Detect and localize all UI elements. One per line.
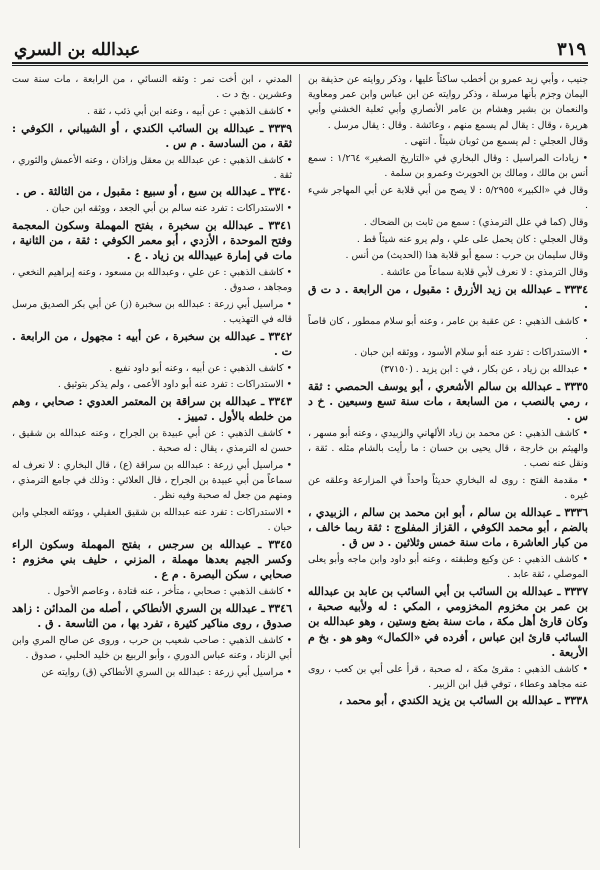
entry-heading: ٣٣٣٤ ـ عبدالله بن زيد الأزرق : مقبول ، من الرابعة . د ت ق . [308,282,588,311]
entry-heading: ٣٣٤٢ ـ عبدالله بن سخبرة ، عن أبيه : مجهول ، من الرابعة . ت . [12,329,292,358]
entry-text: وقال في «الكبير» ٥/٢٩٥٥ : لا يصح من أبي قلابة عن أبي المهاجر شيء . [308,184,588,212]
entry-heading: ٣٣٤١ ـ عبدالله بن سخبرة ، بفتح المهملة وسكون المعجمة وفتح الموحدة ، الأزدي ، أبو معمر الكوفي : ثقة ، من الثانية ، مات في إمارة عبيدالله بن زياد . ع . [12,218,292,263]
entry-text: المدني ، ابن أخت نمر : وثقه النسائي ، من الرابعة ، مات سنة ست وعشرين . بخ د ت . [12,74,292,101]
entry-text: • زيادات المراسيل : وقال البخاري في «التاريخ الصغير» ١/٢٦٤ : سمع أنس بن مالك ، ومالك بن الحويرث وعمرو بن سلمة . [308,153,588,180]
entry-text: • كاشف الذهبي : صحابي ، متأخر ، عنه قتادة ، وعاصم الأحول . [47,586,292,597]
right-column [308,72,588,856]
entry-heading: ٣٣٤٦ ـ عبدالله بن السري الأنطاكي ، أصله من المدائن : زاهد صدوق ، روى مناكير كثيرة ، تفرد بها ، من التاسعة . ق . [12,601,292,630]
header-rule-thin [12,65,588,66]
entry-text: • كاشف الذهبي : عن عبدالله بن معقل وزاذان ، وعنه الأعمش والثوري ، ثقة . [12,154,292,181]
entry-text: وقال الترمذي : لا نعرف لأبي قلابة سماعاً من عائشة . [380,266,588,278]
entry-text: • الاستدراكات : تفرد عنه سالم بن أبي الجعد ، ووثقه ابن حبان . [45,203,292,215]
page-number: ٣١٩ [556,39,586,60]
entry-text: • كاشف الذهبي : عن أبيه ، وعنه ابن أبي ذئب ، ثقة . [87,105,292,117]
entry-text: جنيب ، وأبي زيد عمرو بن أخطب ساكتاً عليها ، وذكر روايته عن حذيفة بن اليمان وجزم بأنها مرسلة ، وذكر روايته عن ابن عباس وابن عمر ومعاوية والنعمان بن بشير وهشام بن عامر الأنصاري وأبي ثعلبة الخشني وأبي هريرة ، وقال : يقال لم يسمع منهم ، وعائشة . وقال : يقال مرسل . [308,74,588,131]
header-rule [12,62,588,64]
entry-heading: ٣٣٣٥ ـ عبدالله بن سالم الأشعري ، أبو يوسف الحمصي : ثقة ، رمي بالنصب ، من السابعة ، مات سنة تسع وسبعين . خ د س . [308,379,588,424]
entry-text: • عبدالله بن زياد ، عن بكار ، في : ابن يزيد . (٣٧١٥٠) [380,364,588,376]
entry-heading: ٣٣٣٩ ـ عبدالله بن السائب الكندي ، أو الشيباني ، الكوفي : ثقة ، من السادسة . م س . [12,121,292,150]
entry-heading: ٣٣٣٧ ـ عبدالله بن السائب بن أبي السائب بن عابد بن عبدالله بن عمر بن مخزوم المخزومي ، المكي : له ولأبيه صحبة ، وكان قارئ أهل مكة ، مات سنة بضع وستين ، وهو عبدالله بن السائب قارئ ابن عباس ، أفرده في «الكمال» وهو هو . بخ م الأربعة . [308,585,588,659]
entry-text: • مراسيل أبي زرعة : عبدالله بن سخبرة (ز) عن أبي بكر الصديق مرسل قاله في التهذيب . [12,298,292,326]
entry-text: • كاشف الذهبي : عن أبيه ، وعنه أبو داود نفيع . [109,362,292,374]
entry-text: وقال سليمان بن حرب : سمع أبو قلابة هذا (الحديث) من أنس . [345,250,588,262]
left-column [12,72,292,856]
text-columns [12,72,588,856]
entry-heading: ٣٣٤٣ ـ عبدالله بن سراقة بن المعتمر العدوي : صحابي ، وهم من خلطه بالأول . تمييز . [12,395,292,424]
entry-text: • مراسيل أبي زرعة : عبدالله بن سراقة (ع) ، قال البخاري : لا نعرف له سماعاً من أبي عبيدة بن الجراح ، قال العلائي : وذلك في جامع الترمذي ، ومنهم من جعل له صحبة وفيه نظر . [12,459,292,502]
entry-text: • كاشف الذهبي : عن علي ، وعبدالله بن مسعود ، وعنه إبراهيم النخعي ، ومجاهد ، صدوق . [12,266,292,294]
entry-heading: ٣٣٣٨ ـ عبدالله بن السائب بن يزيد الكندي ، أبو محمد ، [338,694,588,708]
entry-text: وقال العجلي : لم يسمع من ثوبان شيئاً . انتهى . [404,136,588,148]
entry-heading: ٣٣٤٥ ـ عبدالله بن سرجس ، بفتح المهملة وسكون الراء وكسر الجيم بعدها مهملة ، المزني ، حليف بني مخزوم : صحابي ، سكن البصرة . م ع . [12,537,292,582]
page-header [14,32,586,60]
entry-text: • كاشف الذهبي : عن وكيع وطبقته ، وعنه أبو داود وابن ماجه وأبو يعلى الموصلي ، ثقة عابد . [308,554,588,581]
entry-text: • الاستدراكات : تفرد عنه عبدالله بن شقيق العقيلي ، ووثقه العجلي وابن حبان . [12,506,292,534]
entry-text: • كاشف الذهبي : عن محمد بن زياد الألهاني والزبيدي ، وعنه أبو مسهر ، والهيثم بن خارجة ، قال يحيى بن حسان : ما رأيت بالشام مثله . ثقة ، ونقل عنه نصب . [308,427,588,470]
entry-text: • كاشف الذهبي : عن أبي عبيدة بن الجراح ، وعنه عبدالله بن شقيق ، حسن له الترمذي ، يقال : له صحبة . [12,427,292,455]
entry-text: • كاشف الذهبي : عن عقبة بن عامر ، وعنه أبو سلام ممطور ، كان قاصاً . [308,315,588,342]
entry-text: • مقدمة الفتح : روى له البخاري حديثاً واحداً في المزارعة وعلقه عن غيره . [308,475,588,502]
entry-text: • الاستدراكات : تفرد عنه أبو سلام الأسود ، ووثقه ابن حبان . [354,347,588,359]
running-title: عبدالله بن السري [14,40,141,60]
entry-text: وقال (كما في علل الترمذي) : سمع من ثابت بن الضحاك . [363,216,588,228]
entry-text: وقال العجلي : كان يحمل على علي ، ولم يرو عنه شيئاً قط . [356,233,588,245]
entry-heading: ٣٣٤٠ ـ عبدالله بن سبع ، أو سبيع : مقبول ، من الثالثة . ص . [15,185,292,199]
entry-text: • الاستدراكات : تفرد عنه أبو داود الأعمى ، ولم يذكر بتوثيق . [57,379,292,391]
entry-text: • مراسيل أبي زرعة : عبدالله بن السري الأنطاكي (ق) روايته عن [41,666,292,678]
entry-text: • كاشف الذهبي : مقرئ مكة ، له صحبة ، قرأ على أبي بن كعب ، روى عنه مجاهد وعطاء ، توفي قبل ابن الزبير . [308,663,588,690]
entry-text: • كاشف الذهبي : صاحب شعيب بن حرب ، وروى عن صالح المري وابن أبي الزناد ، وعنه عباس الدوري ، وأبو الربيع بن خليد الحلبي ، صدوق . [12,634,292,661]
entry-heading: ٣٣٣٦ ـ عبدالله بن سالم ، أبو ابن محمد بن سالم ، الزبيدي ، بالضم ، أبو محمد الكوفي ، القزاز المفلوج : ثقة ربما خالف ، من كبار العاشرة ، مات سنة خمس وثلاثين . د س ق . [308,505,588,550]
